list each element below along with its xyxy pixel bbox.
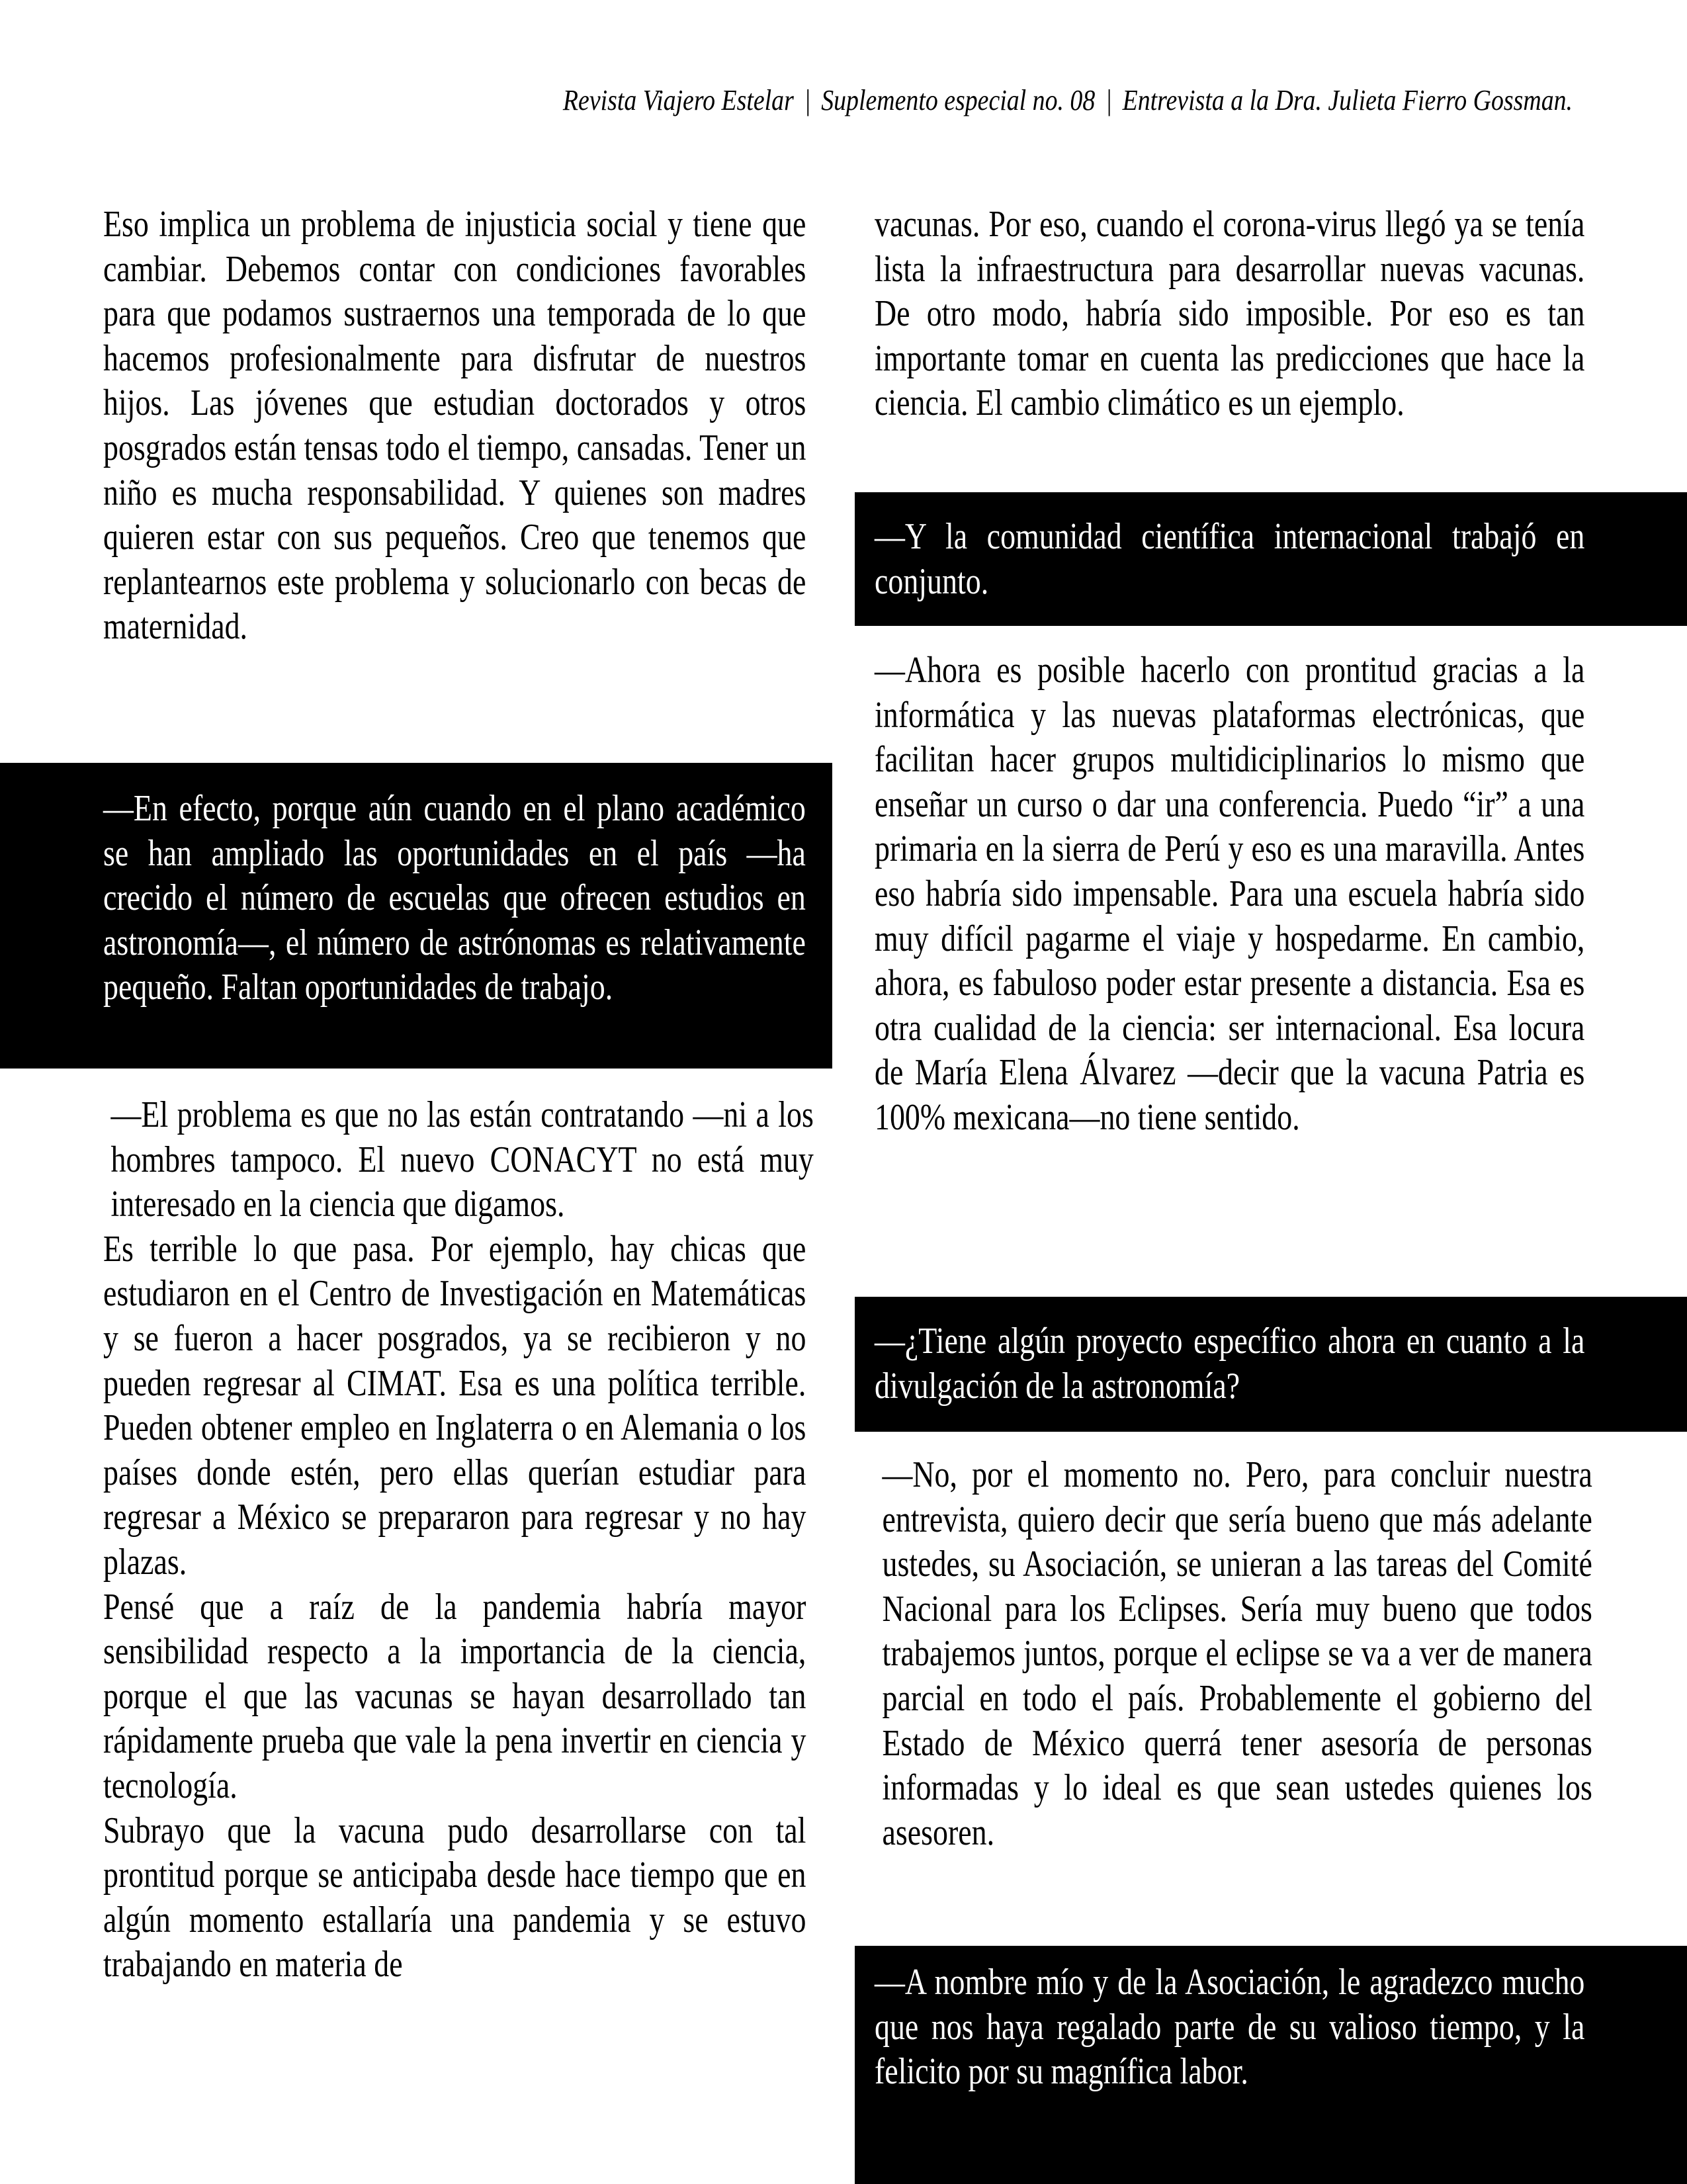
- publication-name: Revista Viajero Estelar: [562, 84, 794, 116]
- article-title: Entrevista a la Dra. Julieta Fierro Gossman.: [1122, 84, 1573, 116]
- running-header: [220, 81, 1573, 120]
- question-paragraph: —Y la comunidad científica internacional trabajó en conjunto.: [875, 516, 1585, 602]
- answer-paragraph: Pensé que a raíz de la pandemia habría mayor sensibilidad respecto a la importancia de la ciencia, porque el que las vacunas se hayan desarrollado tan rápidamente prueba que vale la pena invertir en ciencia y tecnología.: [103, 1586, 806, 1806]
- closing-paragraph: —A nombre mío y de la Asociación, le agradezco mucho que nos haya regalado parte de su valioso tiempo, y la felicito por su magnífica labor.: [875, 1962, 1585, 2093]
- right-column-answer-continued: [875, 202, 1584, 426]
- answer-paragraph: —No, por el momento no. Pero, para concluir nuestra entrevista, quiero decir que sería bueno que más adelante ustedes, su Asociación, se unieran a las tareas del Comité Nacional para los Eclipses. Sería muy bueno que todos trabajemos juntos, porque el eclipse se va a ver de manera parcial en todo el país. Probablemente el gobierno del Estado de México querrá tener asesoría de personas informadas y lo ideal es que sean ustedes quienes los asesoren.: [882, 1454, 1592, 1853]
- answer-paragraph: Es terrible lo que pasa. Por ejemplo, hay chicas que estudiaron en el Centro de Investigación en Matemáticas y se fueron a hacer posgrados, ya se recibieron y no pueden regresar al CIMAT. Esa es una política terrible. Pueden obtener empleo en Inglaterra o en Alemania o los países donde estén, pero ellas querían estudiar para regresar a México se prepararon para regresar y no hay plazas.: [103, 1228, 806, 1583]
- answer-paragraph: —El problema es que no las están contratando —ni a los hombres tampoco. El nuevo CONACYT no está muy interesado en la ciencia que digamos.: [110, 1094, 814, 1225]
- left-column-answer-block: [103, 202, 806, 650]
- answer-paragraph: —Ahora es posible hacerlo con prontitud gracias a la informática y las nuevas plataformas electrónicas, que facilitan hacer grupos multidiciplinarios lo mismo que enseñar un curso o dar una conferencia. Puedo “ir” a una primaria en la sierra de Perú y eso es una maravilla. Antes eso habría sido impensable. Para una escuela habría sido muy difícil pagarme el viaje y hospedarme. En cambio, ahora, es fabuloso poder estar presente a distancia. Esa es otra cualidad de la ciencia: ser internacional. Esa locura de María Elena Álvarez —decir que la vacuna Patria es 100% mexicana—no tiene sentido.: [875, 650, 1585, 1138]
- question-highlight-box: [855, 492, 1687, 626]
- question-paragraph: —En efecto, porque aún cuando en el plano académico se han ampliado las oportunidades en el país —ha crecido el número de escuelas que ofrecen estudios en astronomía—, el número de astrónomas es relativamente pequeño. Faltan oportunidades de trabajo.: [103, 788, 806, 1008]
- question-paragraph: —¿Tiene algún proyecto específico ahora en cuanto a la divulgación de la astronomía?: [875, 1321, 1585, 1407]
- answer-paragraph: vacunas. Por eso, cuando el corona-virus llegó ya se tenía lista la infraestructura para desarrollar nuevas vacunas. De otro modo, habría sido imposible. Por eso es tan importante tomar en cuenta las predicciones que hace la ciencia. El cambio climático es un ejemplo.: [875, 204, 1585, 424]
- header-separator: |: [1105, 84, 1113, 116]
- left-column-answer-block-2: [103, 1093, 814, 1987]
- question-highlight-box: [855, 1297, 1687, 1432]
- closing-highlight-box: [855, 1946, 1687, 2184]
- supplement-label: Suplemento especial no. 08: [821, 84, 1096, 116]
- right-column-answer-block-2: [875, 1453, 1592, 1855]
- question-highlight-box: [0, 763, 832, 1069]
- right-column-answer-block: [875, 648, 1584, 1141]
- answer-paragraph: Subrayo que la vacuna pudo desarrollarse con tal prontitud porque se anticipaba desde hace tiempo que en algún momento estallaría una pandemia y se estuvo trabajando en materia de: [103, 1810, 806, 1986]
- answer-paragraph: Eso implica un problema de injusticia social y tiene que cambiar. Debemos contar con condiciones favorables para que podamos sustraernos una temporada de lo que hacemos profesionalmente para disfrutar de nuestros hijos. Las jóvenes que estudian doctorados y otros posgrados están tensas todo el tiempo, cansadas. Tener un niño es mucha responsabilidad. Y quienes son madres quieren estar con sus pequeños. Creo que tenemos que replantearnos este problema y solucionarlo con becas de maternidad.: [103, 204, 806, 648]
- header-separator: |: [804, 84, 811, 116]
